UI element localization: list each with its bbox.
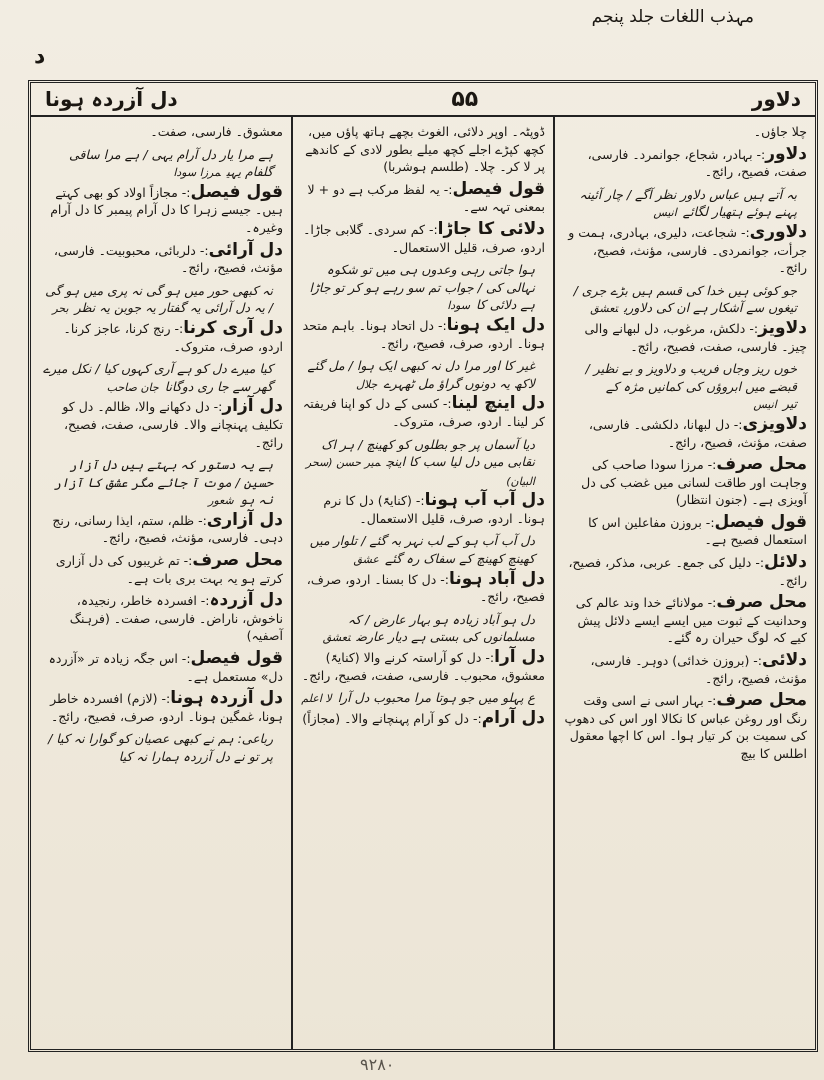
headword: دل آب آب ہونا xyxy=(424,490,545,511)
entry-text: :- دل لبھانا، دلکشی۔ فارسی، صفت، مؤنث، فصیح، رائج۔ xyxy=(588,416,807,450)
page-number: ۵۵ xyxy=(451,86,479,112)
dictionary-entry xyxy=(39,650,283,685)
dictionary-entry xyxy=(39,592,283,645)
column-1 xyxy=(555,117,815,1049)
usage-label: قول فیصل xyxy=(190,648,283,669)
dictionary-entry xyxy=(39,398,283,451)
poet-name: جلال xyxy=(355,377,378,391)
poet-name: انیس xyxy=(653,206,677,220)
dictionary-entry xyxy=(301,568,545,606)
dictionary-entry xyxy=(301,649,545,684)
verse-text: خوں ریز وجاں فریب و دلاویز و بے نظیر / قبضے میں ابروؤں کی کمانیں مژہ کے تیر xyxy=(585,361,797,412)
entry-text: :- دل دکھانے والا، ظالم۔ دل کو تکلیف پہنچانے والا۔ فارسی، صفت، فصیح، رائج۔ xyxy=(62,399,283,450)
entry-text: :- (کنایۃً) دل کا نرم ہونا۔ اردو، صرف، قلیل الاستعمال۔ xyxy=(323,493,545,526)
dictionary-entry xyxy=(563,554,807,589)
verse xyxy=(301,436,535,491)
entry-text: :- دلربائی، محبوبیت۔ فارسی، مؤنث، فصیح، رائج۔ xyxy=(53,242,283,276)
verse xyxy=(563,282,797,318)
text-columns xyxy=(31,117,815,1049)
entry-text: چلا جاؤں۔ xyxy=(753,124,807,139)
dictionary-entry xyxy=(301,123,545,176)
entry-text: معشوق۔ فارسی، صفت۔ xyxy=(150,124,283,139)
column-3 xyxy=(31,117,293,1049)
usage-label: قول فیصل xyxy=(190,181,283,202)
dictionary-entry xyxy=(301,707,545,728)
dictionary-entry xyxy=(301,178,545,216)
poet-name: شعور xyxy=(208,494,234,508)
verse-text: دل ہو آباد زیادہ ہو بہار عارض / کہ مسلمانوں کی بستی ہے دیار عارض xyxy=(347,611,535,645)
poet-name: لا اعلم xyxy=(301,692,332,706)
headword: دلائل xyxy=(764,552,807,573)
verse-text: دل آب آب ہو کے لب نہر بہ گئے / تلوار میں کھینچ کھینچ کے سفاک رہ گئے xyxy=(309,533,535,567)
headword: دل آزردہ ہونا xyxy=(170,688,283,709)
dictionary-entry xyxy=(563,594,807,647)
poet-name: بحر xyxy=(52,302,69,316)
headword: دل آرام xyxy=(481,707,545,728)
dictionary-entry xyxy=(563,692,807,762)
entry-text: :- تم غریبوں کی دل آزاری کرتے ہو یہ بہت بری بات ہے۔ xyxy=(55,553,283,586)
header-first-entry: دلاور xyxy=(751,87,801,111)
headword: دل اینچ لینا xyxy=(451,393,545,414)
verse xyxy=(301,357,535,393)
dictionary-entry xyxy=(39,690,283,725)
headword: دلائی کا جاڑا xyxy=(437,218,545,239)
headword: دل ایک ہونا xyxy=(446,314,545,335)
verse-text: ہے مرا یار دل آرام یہی / ہے مرا ساقی گلفام یہی xyxy=(69,146,273,180)
dictionary-entry xyxy=(39,181,283,237)
verse xyxy=(301,261,535,315)
usage-label: محل صرف xyxy=(716,592,807,613)
header-last-entry: دل آزردہ ہونا xyxy=(45,87,178,111)
verse-text: غیر کا اور مرا دل نہ کبھی ایک ہوا / مل گئے لاکھ یہ دونوں گراؤ مل ٹھہرے xyxy=(307,358,535,391)
page-frame xyxy=(28,80,818,1052)
dictionary-entry xyxy=(563,143,807,181)
headword: دل آزاری xyxy=(206,509,283,530)
entry-text: :- شجاعت، دلیری، بہادری، ہمت و جرأت، جوانمردی۔ فارسی، مؤنث، فصیح، رائج۔ xyxy=(568,224,807,276)
usage-label: قول فیصل xyxy=(714,511,807,532)
entry-text: :- دل کو آرام پہنچانے والا۔ (مجازاً) xyxy=(302,710,482,726)
usage-label: محل صرف xyxy=(716,690,807,711)
poet-name: جان صاحب xyxy=(106,380,159,394)
dictionary-entry xyxy=(301,218,545,256)
dictionary-entry xyxy=(563,317,807,355)
dictionary-entry xyxy=(39,552,283,587)
entry-text: :- کم سردی۔ گلابی جاڑا۔ اردو، صرف، قلیل الاستعمال۔ xyxy=(303,221,545,255)
verse xyxy=(301,532,535,568)
entry-text: :- افسردہ خاطر، رنجیدہ، ناخوش، ناراض۔ فارسی، صفت۔ (فرہنگ آصفیہ) xyxy=(69,593,283,644)
dictionary-entry xyxy=(563,456,807,509)
verse-text: جو کوئی ہیں خدا کی قسم ہیں بڑے جری / تیغوں سے آشکار ہے ان کی دلاوری xyxy=(573,282,797,316)
usage-label: محل صرف xyxy=(192,550,283,571)
verse-text: ع پہلو میں جو ہوتا مرا محبوب دل آرا xyxy=(337,690,535,706)
entry-text: :- مرزا سودا صاحب کی وجاہت اور طاقت لسانی میں غضب کی دل آویزی ہے۔ (جنون انتظار) xyxy=(581,457,807,508)
verse xyxy=(563,360,797,414)
verse xyxy=(39,146,273,182)
entry-text: :- بہادر، شجاع، جوانمرد۔ فارسی، صفت، فصیح، رائج۔ xyxy=(587,146,807,180)
dictionary-entry xyxy=(39,123,283,141)
headword: دلاویز xyxy=(758,317,807,338)
entry-text: :- رنج کرنا، عاجز کرنا۔ اردو، صرف، متروک۔ xyxy=(63,320,283,354)
verse xyxy=(563,186,797,222)
entry-text: ڈوپٹہ۔ اوپر دلائی، الغوث بچھے ہاتھ پاؤں میں، کچھ کپڑے اجلے کچھ میلے بطور لادی کے کاندھے پر لا کر۔ چلا۔ (طلسم ہوشربا) xyxy=(305,124,545,175)
dictionary-entry xyxy=(39,317,283,355)
headword: دل آزار xyxy=(222,396,283,417)
section-letter: د xyxy=(34,44,46,69)
verse-text: نہ کبھی حور میں ہو گی نہ پری میں ہو گی / یہ دل آرائی یہ گفتار یہ جوبن یہ نظر xyxy=(45,282,273,316)
headword: دل آرا xyxy=(494,647,545,668)
entry-text: :- دلیل کی جمع۔ عربی، مذکر، فصیح، رائج۔ xyxy=(568,555,807,588)
entry-text: :- یہ لفظ مرکب ہے دو + لا بمعنی تہہ سے۔ xyxy=(307,181,545,215)
entry-text: :- (لازم) افسردہ خاطر ہونا، غمگین ہونا۔ اردو، صرف، فصیح، رائج۔ xyxy=(50,691,283,724)
verse xyxy=(301,611,535,647)
poet-name: سودا xyxy=(447,299,471,313)
dictionary-entry xyxy=(301,395,545,430)
dictionary-entry xyxy=(301,314,545,352)
entry-text: :- دل کو آراستہ کرنے والا (کنایۃً) معشوق، محبوب۔ فارسی، صفت، فصیح، رائج۔ xyxy=(301,650,545,683)
verse xyxy=(39,360,273,396)
poet-name: عشق xyxy=(353,553,379,567)
headword: دلاویزی xyxy=(742,413,807,434)
headword: دل آباد ہونا xyxy=(448,568,545,589)
dictionary-entry xyxy=(563,652,807,687)
poet-name: تعشق xyxy=(322,631,351,645)
entry-text: :- بہار اسی نے اسی وقت رنگ اور روغن عباس کا نکالا اور اس کی دھوپ کی سمیت بن کر تیار ہوا۔ اس کا اچھا معقول اطلس کا بیچ xyxy=(564,693,807,761)
entry-text: :- کسی کے دل کو اپنا فریفتہ کر لینا۔ اردو، صرف، متروک۔ xyxy=(302,396,545,429)
usage-label: محل صرف xyxy=(716,454,807,475)
poet-name: مرزا سودا xyxy=(173,166,221,180)
column-2 xyxy=(293,117,555,1049)
verse-text: ہے یہ دستور کہ بہتے ہیں دل آزار حسین / موت آ جائے مگر عشق کا آزار نہ ہو xyxy=(53,457,273,508)
header-bar xyxy=(31,83,815,117)
dictionary-entry xyxy=(39,509,283,547)
headword: دل آرائی xyxy=(208,239,283,260)
verse-text: دیا آسماں پر جو بطلوں کو کھینچ / ہر اک نقابی میں دل لیا سب کا اینچ xyxy=(321,436,535,470)
headword: دلاور xyxy=(765,143,807,164)
verse-text: کیا میرے دل کو ہے آری کہوں کیا / نکل میرے گھر سے جا ری دوگانا xyxy=(42,361,273,394)
verse xyxy=(39,282,273,318)
verse xyxy=(301,689,535,708)
dictionary-entry xyxy=(301,492,545,527)
poet-name: میر حسن (سحر البیان) xyxy=(305,456,535,488)
poet-name: انیس xyxy=(753,398,777,412)
poet-name: تعشق xyxy=(590,302,618,316)
verse-text: رباعی: ہم نے کبھی عصیان کو گوارا نہ کیا / پر تو نے دل آزردہ ہمارا نہ کیا xyxy=(48,731,273,764)
dictionary-entry xyxy=(563,413,807,451)
footer-number: ۹۲۸۰ xyxy=(360,1055,395,1074)
headword: دلائی xyxy=(762,650,807,671)
headword: دلاوری xyxy=(749,221,807,242)
entry-text: :- مجازاً اولاد کو بھی کہتے ہیں۔ جیسے زہرا کا دل آرام پیمبر کا دل آرام وغیرہ۔ xyxy=(50,184,283,235)
entry-text: :- مولانائے خدا وند عالم کی وحدانیت کے ثبوت میں ایسے ایسے دلائل پیش کیے کہ لوگ حیران رہ گئے۔ xyxy=(575,595,807,646)
dictionary-entry xyxy=(39,239,283,277)
headword: دل آری کرنا xyxy=(183,317,283,338)
dictionary-entry xyxy=(563,221,807,277)
running-head: مہذب اللغات جلد پنجم xyxy=(591,7,754,27)
entry-text: :- اس جگہ زیادہ تر «آزردہ دل» مستعمل ہے۔ xyxy=(48,651,283,684)
usage-label: قول فیصل xyxy=(452,178,545,199)
entry-text: :- ظلم، ستم، ایذا رسانی، رنج دہی۔ فارسی، مؤنث، فصیح، رائج۔ xyxy=(52,512,283,546)
verse-text: ہوا جاتی رہی وعدوں ہی میں تو شکوہ نہالی کی / جواب تم سو رہے ہو کر تو جاڑا ہے دلائی کا xyxy=(309,262,535,313)
entry-text: :- دل کا بسنا۔ اردو، صرف، فصیح، رائج۔ xyxy=(306,571,545,605)
dictionary-entry xyxy=(563,511,807,549)
entry-text: :- بروزن مفاعلین اس کا استعمال فصیح ہے۔ xyxy=(588,514,807,548)
headword: دل آزردہ xyxy=(209,590,283,611)
entry-text: :- دلکش، مرغوب، دل لبھانے والی چیز۔ فارسی، صفت، فصیح، رائج۔ xyxy=(584,320,807,354)
entry-text: :- (بروزن خدائی) دوہر۔ فارسی، مؤنث، فصیح، رائج۔ xyxy=(590,653,807,686)
verse xyxy=(39,456,273,510)
entry-text: :- دل اتحاد ہونا۔ باہم متحد ہونا۔ اردو، صرف، فصیح، رائج۔ xyxy=(302,317,545,351)
verse xyxy=(39,730,273,765)
verse-text: بہ آتے ہیں عباس دلاور نظر آگے / چار آئینہ پہنے ہوئے ہتھیار لگائے xyxy=(579,186,797,220)
dictionary-entry xyxy=(563,123,807,141)
